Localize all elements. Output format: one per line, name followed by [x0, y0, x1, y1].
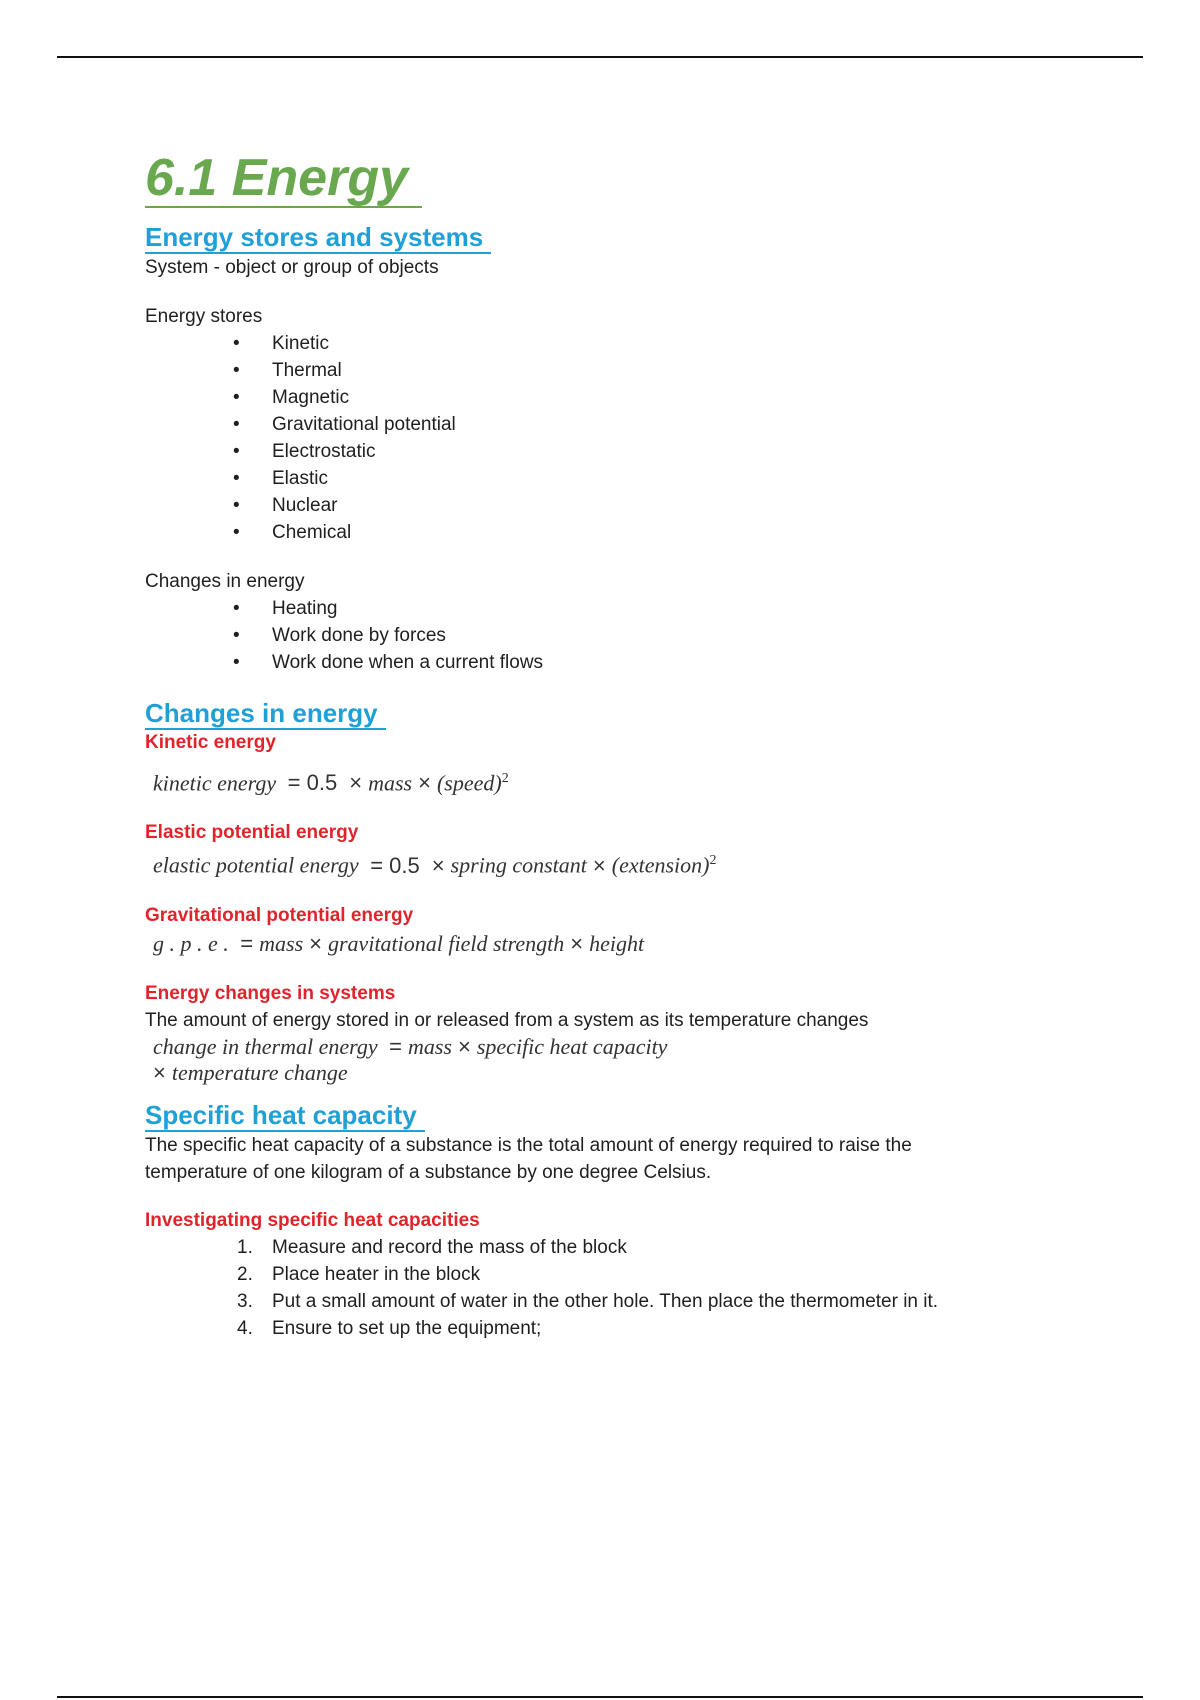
list-item: 4. Ensure to set up the equipment;	[237, 1317, 542, 1339]
section-heading-specific-heat-capacity: Specific heat capacity	[145, 1100, 425, 1132]
changes-in-energy-label: Changes in energy	[145, 571, 305, 592]
list-item: • Nuclear	[145, 492, 1045, 519]
list-item: • Electrostatic	[145, 438, 1045, 465]
list-item: • Thermal	[145, 357, 1045, 384]
energy-changes-in-systems-heading: Energy changes in systems	[145, 982, 396, 1004]
shc-definition-line-2: temperature of one kilogram of a substance by one degree Celsius.	[145, 1161, 712, 1183]
list-item: 1. Measure and record the mass of the block	[237, 1236, 627, 1258]
shc-definition-line-1: The specific heat capacity of a substance is the total amount of energy required to raise the	[145, 1134, 912, 1156]
system-definition: System - object or group of objects	[145, 257, 439, 278]
energy-changes-description: The amount of energy stored in or released from a system as its temperature changes	[145, 1009, 869, 1031]
list-item: • Kinetic	[145, 330, 1045, 357]
list-item: • Magnetic	[145, 384, 1045, 411]
list-item: • Elastic	[145, 465, 1045, 492]
changes-in-energy-list	[145, 595, 1045, 676]
gravitational-potential-energy-heading: Gravitational potential energy	[145, 904, 414, 926]
investigation-steps	[145, 1234, 1045, 1342]
section-heading-energy-stores: Energy stores and systems	[145, 222, 491, 254]
header-rule	[57, 56, 1143, 58]
page-title: 6.1 Energy	[145, 150, 422, 208]
thermal-energy-equation: change in thermal energy = mass × specific heat capacity × temperature change	[153, 1033, 668, 1085]
list-item: • Chemical	[145, 519, 1045, 546]
document-body	[145, 150, 1045, 1342]
elastic-potential-energy-heading: Elastic potential energy	[145, 822, 359, 844]
kinetic-energy-heading: Kinetic energy	[145, 732, 276, 753]
energy-stores-list	[145, 330, 1045, 546]
kinetic-energy-equation: kinetic energy = 0.5 × mass × (speed)$^2$	[153, 770, 509, 796]
list-item: 3. Put a small amount of water in the other hole. Then place the thermometer in it.	[237, 1290, 939, 1312]
investigating-shc-heading: Investigating specific heat capacities	[145, 1209, 480, 1231]
list-item: • Heating	[145, 595, 1045, 622]
energy-stores-label: Energy stores	[145, 306, 263, 327]
gpe-equation: g . p . e . = mass × gravitational field strength × height	[153, 930, 645, 956]
list-item: • Gravitational potential	[145, 411, 1045, 438]
list-item: 2. Place heater in the block	[237, 1263, 481, 1285]
elastic-potential-energy-equation: elastic potential energy = 0.5 × spring constant × (extension)$^2$	[153, 852, 717, 878]
list-item: • Work done by forces	[145, 622, 1045, 649]
footer-rule	[57, 1696, 1143, 1698]
section-heading-changes-in-energy: Changes in energy	[145, 698, 386, 730]
list-item: • Work done when a current flows	[145, 649, 1045, 676]
